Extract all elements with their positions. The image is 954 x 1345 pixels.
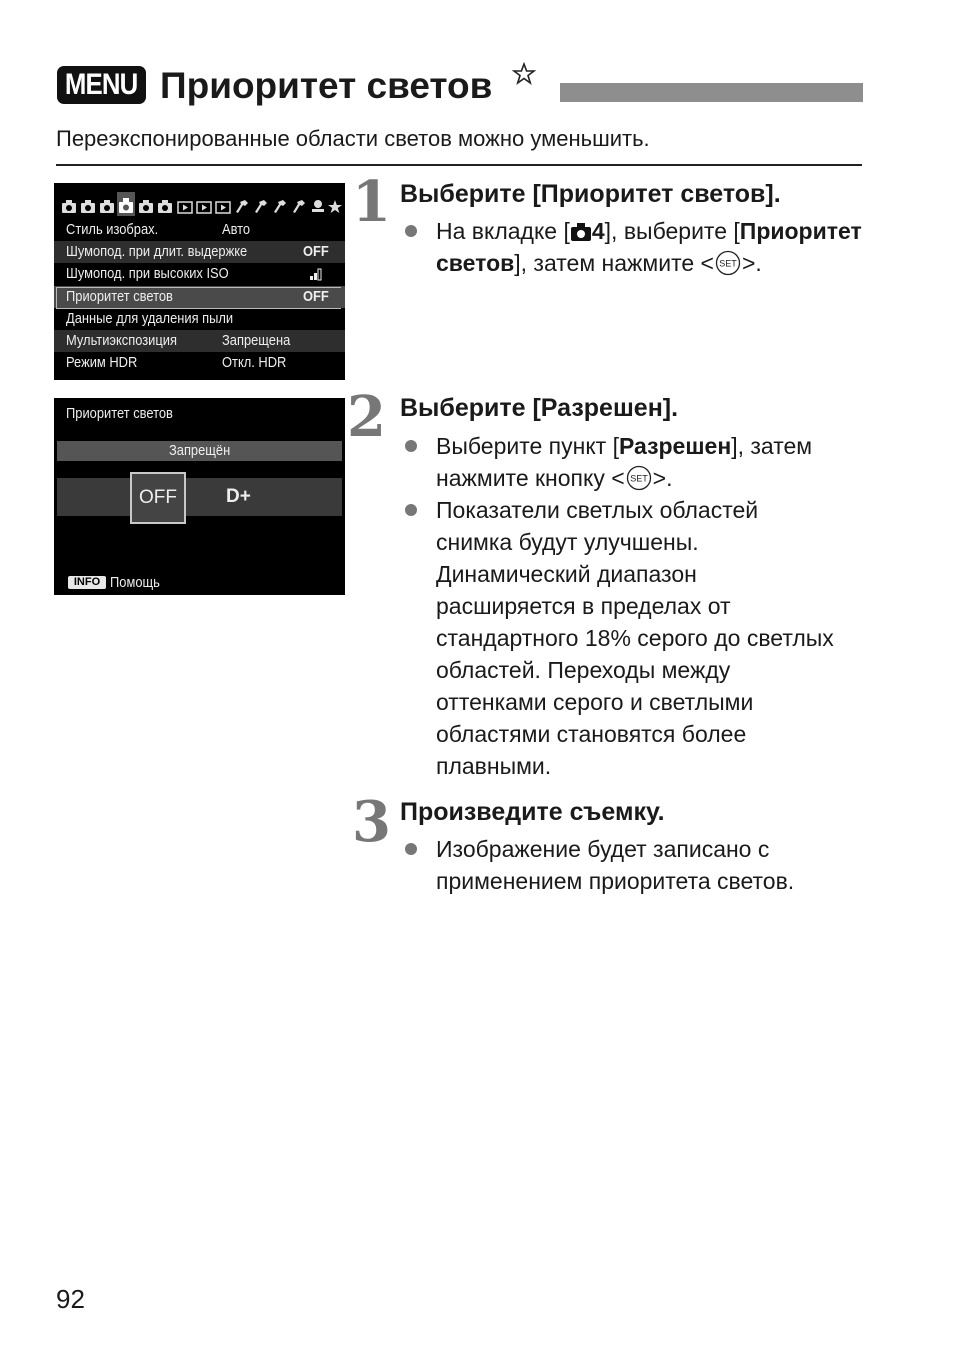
- menu-row-value: Откл. HDR: [222, 354, 287, 371]
- text-fragment: ], затем нажмите <: [514, 250, 714, 276]
- menu-badge: [57, 66, 146, 104]
- text-bold: Разрешен: [618, 433, 732, 459]
- highlight-priority-screen: [54, 398, 345, 595]
- info-button-badge: INFO: [68, 576, 106, 589]
- page-number: 92: [56, 1284, 85, 1314]
- menu-tabs: [60, 192, 340, 216]
- step-heading: Выберите [Разрешен].: [400, 394, 679, 422]
- step-bullet-text: [436, 215, 876, 279]
- menu-row-label: Приоритет светов: [66, 288, 173, 305]
- wrench-tab-icon: [233, 192, 251, 216]
- selection-frame: [56, 287, 341, 309]
- step-bullet-text: Изображение будет записано с применением приоритета светов.: [436, 836, 795, 894]
- playback-tab-icon: [214, 192, 232, 216]
- option-d-plus[interactable]: D+: [226, 486, 251, 507]
- set-button-icon: [715, 250, 741, 276]
- bullet-icon: [405, 843, 417, 855]
- screen-title: Приоритет светов: [66, 405, 173, 422]
- svg-text:SET: SET: [629, 473, 648, 484]
- menu-row-label: Режим HDR: [66, 354, 138, 371]
- step-heading: Выберите [Приоритет светов].: [400, 180, 781, 208]
- status-bar: [57, 441, 342, 461]
- bullet-icon: [405, 440, 417, 452]
- menu-row[interactable]: [54, 330, 345, 352]
- status-text: Запрещён: [168, 442, 231, 459]
- bullet-icon: [405, 504, 417, 516]
- menu-row-label: Мультиэкспозиция: [66, 332, 177, 349]
- camera-tab-icon: [79, 192, 97, 216]
- text-fragment: ], выберите [: [604, 218, 740, 244]
- set-button-icon: [626, 465, 652, 491]
- camera-tab-active-icon: [117, 192, 135, 216]
- help-label: Помощь: [110, 574, 160, 591]
- menu-row[interactable]: [54, 241, 345, 263]
- intro-text: Переэкспонированные области светов можно уменьшить.: [56, 126, 650, 151]
- camera-tab-icon: [60, 192, 78, 216]
- camera-tab-icon: [156, 192, 174, 216]
- text-fragment: ], затем нажмите кнопку <: [436, 433, 813, 491]
- tab-number: 4: [591, 218, 605, 244]
- menu-row[interactable]: [54, 308, 345, 330]
- text-fragment: >.: [741, 250, 762, 276]
- page-title: Приоритет светов: [160, 65, 493, 106]
- menu-row-label: Шумопод. при длит. выдержке: [66, 243, 248, 260]
- bullet-icon: [405, 225, 417, 237]
- wrench-tab-icon: [271, 192, 289, 216]
- divider: [56, 164, 862, 166]
- playback-tab-icon: [195, 192, 213, 216]
- menu-row-label: Шумопод. при высоких ISO: [66, 265, 229, 282]
- custom-functions-tab-icon: [309, 192, 327, 216]
- menu-row[interactable]: [54, 219, 345, 241]
- wrench-tab-icon: [252, 192, 270, 216]
- step-heading: Произведите съемку.: [400, 798, 665, 826]
- svg-text:SET: SET: [719, 258, 737, 269]
- option-off[interactable]: OFF: [130, 472, 186, 524]
- menu-badge-label: MENU: [65, 68, 138, 101]
- menu-row[interactable]: [54, 263, 345, 285]
- step-bullet-text: [436, 430, 876, 494]
- wrench-tab-icon: [290, 192, 308, 216]
- camera-menu-screen: [54, 183, 345, 380]
- text-fragment: Выберите пункт [: [436, 433, 619, 459]
- step-number: 2: [347, 384, 386, 450]
- step-number: 3: [352, 789, 391, 855]
- playback-tab-icon: [176, 192, 194, 216]
- menu-row-label: Данные для удаления пыли: [66, 310, 234, 327]
- menu-row-value: Авто: [222, 221, 251, 238]
- my-menu-star-icon: [326, 192, 344, 216]
- menu-row-value: OFF: [303, 288, 329, 305]
- title-bar-decoration: [560, 83, 863, 102]
- text-fragment: На вкладке [: [436, 218, 570, 244]
- star-icon: [512, 62, 536, 86]
- text-fragment: >.: [652, 465, 673, 491]
- camera-tab-icon: [98, 192, 116, 216]
- menu-row-value: OFF: [303, 243, 329, 260]
- camera-tab-icon: [137, 192, 155, 216]
- menu-row[interactable]: [54, 352, 345, 374]
- camera-icon: [570, 222, 592, 242]
- options-bar: [57, 478, 342, 516]
- noise-level-icon: [309, 267, 325, 281]
- menu-row-label: Стиль изобраx.: [66, 221, 159, 238]
- text-bold: Приоритет светов: [436, 218, 862, 276]
- step-number: 1: [352, 169, 391, 235]
- menu-row-value: Запрещена: [222, 332, 291, 349]
- step-bullet-text: Показатели светлых областей снимка будут улучшены. Динамический диапазон расширяется в пределах от стандартного 18% серого до светлых областей. Переходы между оттенками серого и светлыми областями становятся более плавными.: [436, 497, 834, 779]
